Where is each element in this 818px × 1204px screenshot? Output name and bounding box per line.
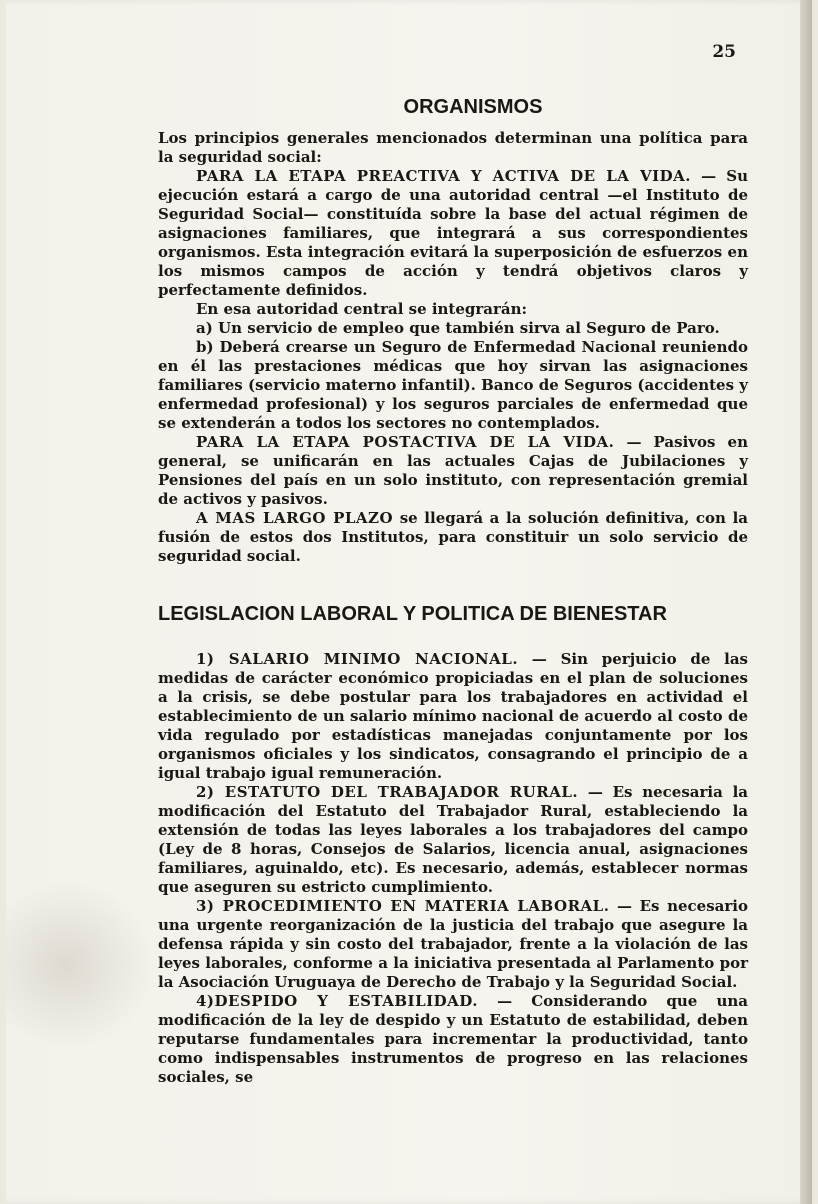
item-heading: 4)DESPIDO Y ESTABILIDAD. — [196, 992, 478, 1010]
page-edge — [800, 0, 812, 1204]
numbered-item — [158, 650, 748, 783]
paragraph-text: — Pasivos en general, se unificarán en las actuales Cajas de Jubilaciones y Pensiones del país en un solo instituto, con representación gremial de activos y pasivos. — [158, 433, 748, 508]
numbered-item — [158, 783, 748, 897]
numbered-item — [158, 897, 748, 992]
item-text: — Sin perjuicio de las medidas de carácter económico propiciadas en el plan de soluciones a la crisis, se debe postular para los trabajadores en actividad el establecimiento de un salario mínimo nacional de acuerdo al costo de vida regulado por estadísticas manejadas conjuntamente por los organismos oficiales y los sindicatos, consagrando el principio de a igual trabajo igual remuneración. — [158, 650, 748, 782]
item-text: — Considerando que una modificación de la ley de despido y un Estatuto de estabilidad, deben reputarse fundamentales para incrementar la productividad, tanto como indispensables instrumentos de progreso en las relaciones sociales, se — [158, 992, 748, 1086]
paragraph: a) Un servicio de empleo que también sirva al Seguro de Paro. — [196, 319, 720, 337]
page-number: 25 — [712, 42, 736, 62]
page-content — [158, 96, 748, 1087]
book-page — [6, 0, 812, 1204]
section-title-organismos: ORGANISMOS — [403, 96, 543, 118]
item-heading: 2) ESTATUTO DEL TRABAJADOR RURAL. — [196, 783, 579, 801]
paragraph-heading: PARA LA ETAPA PREACTIVA Y ACTIVA DE LA VIDA. — [196, 167, 692, 185]
item-heading: 3) PROCEDIMIENTO EN MATERIA LABORAL. — [196, 897, 610, 915]
paragraph — [158, 433, 748, 509]
paragraph — [158, 167, 748, 300]
item-text: — Es necesaria la modificación del Estatuto del Trabajador Rural, estableciendo la extensión de todas las leyes laborales a los trabajadores del campo (Ley de 8 horas, Consejos de Salarios, licencia anual, asignaciones familiares, aguinaldo, etc). Es necesario, además, establecer normas que aseguren su estricto cumplimiento. — [158, 783, 748, 896]
paragraph — [158, 509, 748, 566]
paragraph-text: se llegará a la solución definitiva, con la fusión de estos dos Institutos, para constituir un solo servicio de seguridad social. — [158, 509, 748, 565]
paragraph-heading: PARA LA ETAPA POSTACTIVA DE LA VIDA. — [196, 433, 615, 451]
bleed-through-image — [6, 880, 156, 1050]
paragraph: b) Deberá crearse un Seguro de Enfermedad Nacional reuniendo en él las prestaciones médicas que hoy sirvan las asignaciones familiares (servicio materno infantil). Banco de Seguros (accidentes y enfermedad profesional) y los seguros parciales de enfermedad que se extenderán a todos los sectores no contemplados. — [158, 338, 748, 432]
section-title-legislacion: LEGISLACION LABORAL Y POLITICA DE BIENESTAR — [158, 603, 667, 625]
paragraph: En esa autoridad central se integrarán: — [196, 300, 528, 318]
paragraph: Los principios generales mencionados determinan una política para la seguridad social: — [158, 129, 748, 166]
paragraph-heading: A MAS LARGO PLAZO — [196, 509, 394, 527]
paragraph-text: — Su ejecución estará a cargo de una autoridad central —el Instituto de Seguridad Social— constituída sobre la base del actual régimen de asignaciones familiares, que integrará a sus correspondientes organismos. Esta integración evitará la superposición de esfuerzos en los mismos campos de acción y tendrá objetivos claros y perfectamente definidos. — [158, 167, 748, 299]
item-heading: 1) SALARIO MINIMO NACIONAL. — [196, 650, 519, 668]
item-text: — Es necesario una urgente reorganización de la justicia del trabajo que asegure la defensa rápida y sin costo del trabajador, frente a la violación de las leyes laborales, conforme a la iniciativa presentada al Parlamento por la Asociación Uruguaya de Derecho de Trabajo y la Seguridad Social. — [158, 897, 748, 991]
numbered-item — [158, 992, 748, 1087]
